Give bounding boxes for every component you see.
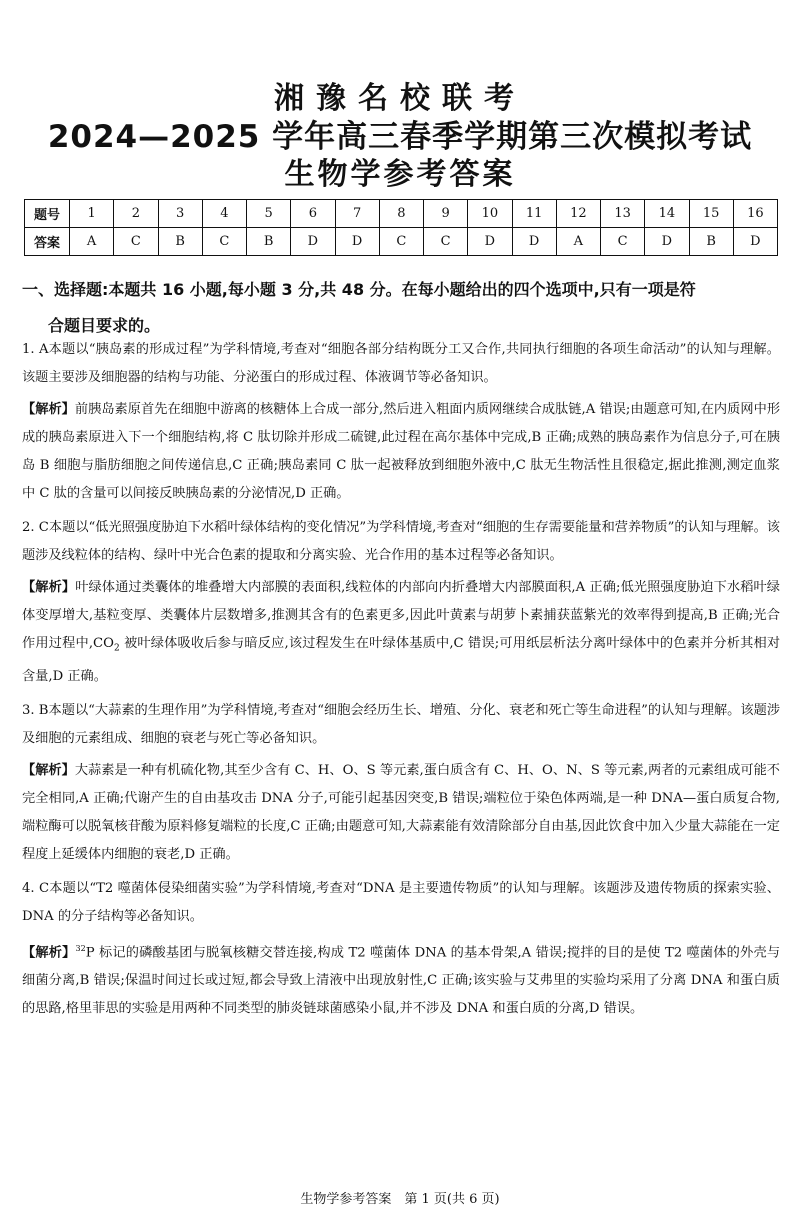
analysis-block [22,574,780,691]
answer-table [24,199,778,256]
analysis-text: 前胰岛素原首先在细胞中游离的核糖体上合成一部分,然后进入粗面内质网继续合成肽链,A 错误;由题意可知,在内质网中形成的胰岛素原进入下一个细胞结构,将 C 肽切除并形成二硫键,此过程在高尔基体中完成,B 正确;成熟的胰岛素作为信息分子,可在胰岛 B 细胞与脂肪细胞之间传递信息,C 正确;胰岛素同 C 肽一起被释放到细胞外液中,C 肽无生物活性且很稳定,据此推测,测定血浆中 C 肽的含量可以间接反映胰岛素的分泌情况,D 正确。 [22,402,781,501]
question-description-cont: 解。该题涉及遗传物质的探索实验、DNA 的分子结构等必备知识。 [22,880,780,924]
question-number: 6 [291,200,335,228]
answer-cell: B [247,228,291,256]
question-block [22,336,780,392]
answer-table-numbers-row [25,200,778,228]
question-answer-label: 2. C [22,520,49,535]
row-label-number: 题号 [25,200,70,228]
question-description-cont: 生命进程”的认知与理解。该题涉及细胞的元素组成、细胞的衰老与死亡等必备知识。 [22,702,781,746]
question-block [22,514,780,570]
answer-explanations [22,336,780,1023]
question-description: 本题以“大蒜素的生理作用”为学科情境,考查对“细胞会经历生长、增殖、分化、衰老和死亡等 [48,702,589,718]
section-heading-line1: 一、选择题:本题共 16 小题,每小题 3 分,共 48 分。在每小题给出的四个选项中,只有一项是符 [22,280,696,299]
analysis-text-cont: 被叶绿体吸收后参与暗反应,该过程发生在叶绿体基质中,C 错误;可用纸层析法分离叶绿体中的色素并分析其相对含量,D 正确。 [22,636,781,684]
question-answer-label: 4. C [22,880,50,896]
answer-cell: D [733,228,777,256]
answer-cell: C [601,228,645,256]
answer-cell: B [689,228,733,256]
exam-title: 2024—2025 学年高三春季学期第三次模拟考试 [47,119,753,155]
analysis-tag: 【解析】 [22,402,75,417]
analysis-text: 大蒜素是一种有机硫化物,其至少含有 C、H、O、S 等元素,蛋白质含有 C、H、O、N、S 等元素,两者的元素组成可能不完全相同,A 正确;代谢产生的自由基攻击 DNA 分子,可能引起基因突变,B 错误;端粒位于染色体两端,是一种 DNA—蛋白质复合物,端粒酶可以脱氧核苷酸为原料修复端粒的长度,C 正确;由题意可知,大蒜素能有效清除部分自由基,因此饮食中加入少量大蒜能在一定程度上延缓体内细胞的衰老,D 正确。 [22,762,780,862]
title-block [0,80,800,194]
answer-cell: D [335,228,379,256]
co2-subscript: 2 [113,643,120,654]
question-number: 2 [114,200,158,228]
question-number: 14 [645,200,689,228]
question-number: 1 [70,200,114,228]
question-answer-label: 1. A [22,342,49,357]
answer-cell: B [158,228,202,256]
question-description-cont: 细胞的各项生命活动”的认知与理解。该题主要涉及细胞器的结构与功能、分泌蛋白的形成过程、体液调节等必备知识。 [22,342,780,385]
analysis-tag: 【解析】 [22,580,76,595]
answer-cell: A [70,228,114,256]
question-block [22,697,780,753]
question-number: 16 [733,200,777,228]
answer-table-answers-row [25,228,778,256]
question-number: 10 [468,200,512,228]
question-description: 本题以“T2 噬菌体侵染细菌实验”为学科情境,考查对“DNA 是主要遗传物质”的认知与理 [49,880,567,896]
answer-cell: C [114,228,158,256]
answer-key-title: 生物学参考答案 [284,157,516,192]
answer-cell: A [556,228,600,256]
analysis-text: P 标记的磷酸基团与脱氧核糖交替连接,构成 T2 噬菌体 DNA 的基本骨架,A 错误;搅拌的目的是使 T2 噬菌体的外壳与细菌分离,B 错误;保温时间过长或过短,都会导致上清液中出现放射性,C 正确;该实验与艾弗里的实验均采用了分离 DNA 和蛋白质的思路,格里菲思的实验是用两种不同类型的肺炎链球菌感染小鼠,并不涉及 DNA 和蛋白质的分离,D 错误。 [22,945,781,1017]
exam-union-title: 湘豫名校联考 [274,81,526,116]
question-description-cont: 要能量和营养物质”的认知与理解。该题涉及线粒体的结构、绿叶中光合色素的提取和分离实验、光合作用的基本过程等必备知识。 [22,520,780,563]
question-number: 4 [202,200,246,228]
section-heading [22,272,782,344]
analysis-block [22,396,780,508]
isotope-superscript: 32 [75,943,86,953]
question-description: 本题以“胰岛素的形成过程”为学科情境,考查对“细胞各部分结构既分工又合作,共同执行 [48,342,560,357]
question-answer-label: 3. B [22,702,49,718]
question-number: 7 [335,200,379,228]
question-description: 本题以“低光照强度胁迫下水稻叶绿体结构的变化情况”为学科情境,考查对“细胞的生存需 [48,520,562,535]
answer-cell: D [468,228,512,256]
answer-cell: D [645,228,689,256]
analysis-tag: 【解析】 [22,945,76,961]
analysis-block [22,935,780,1023]
analysis-tag: 【解析】 [22,762,75,778]
answer-cell: C [424,228,468,256]
answer-cell: C [379,228,423,256]
section-heading-line2: 合题目要求的。 [48,316,161,335]
answer-cell: D [291,228,335,256]
answer-cell: D [512,228,556,256]
analysis-block [22,757,780,869]
question-number: 12 [556,200,600,228]
question-number: 11 [512,200,556,228]
page-footer: 生物学参考答案 第 1 页(共 6 页) [300,1192,500,1207]
question-number: 15 [689,200,733,228]
answer-cell: C [202,228,246,256]
question-number: 3 [158,200,202,228]
question-number: 13 [601,200,645,228]
row-label-answer: 答案 [25,228,70,256]
question-block [22,875,780,931]
analysis-text: 叶绿体通过类囊体的堆叠增大内部膜的表面积,线粒体的内部向内折叠增大内部膜面积,A 正确;低光照强度胁迫下水稻叶绿体变厚增大,基粒变厚、类囊体片层数增多,推测其含有的色素更多,因此叶黄素与胡萝卜素捕获蓝紫光的效率得到提高,B 正确;光合作用过程中,CO [22,580,780,651]
question-number: 8 [379,200,423,228]
question-number: 9 [424,200,468,228]
question-number: 5 [247,200,291,228]
